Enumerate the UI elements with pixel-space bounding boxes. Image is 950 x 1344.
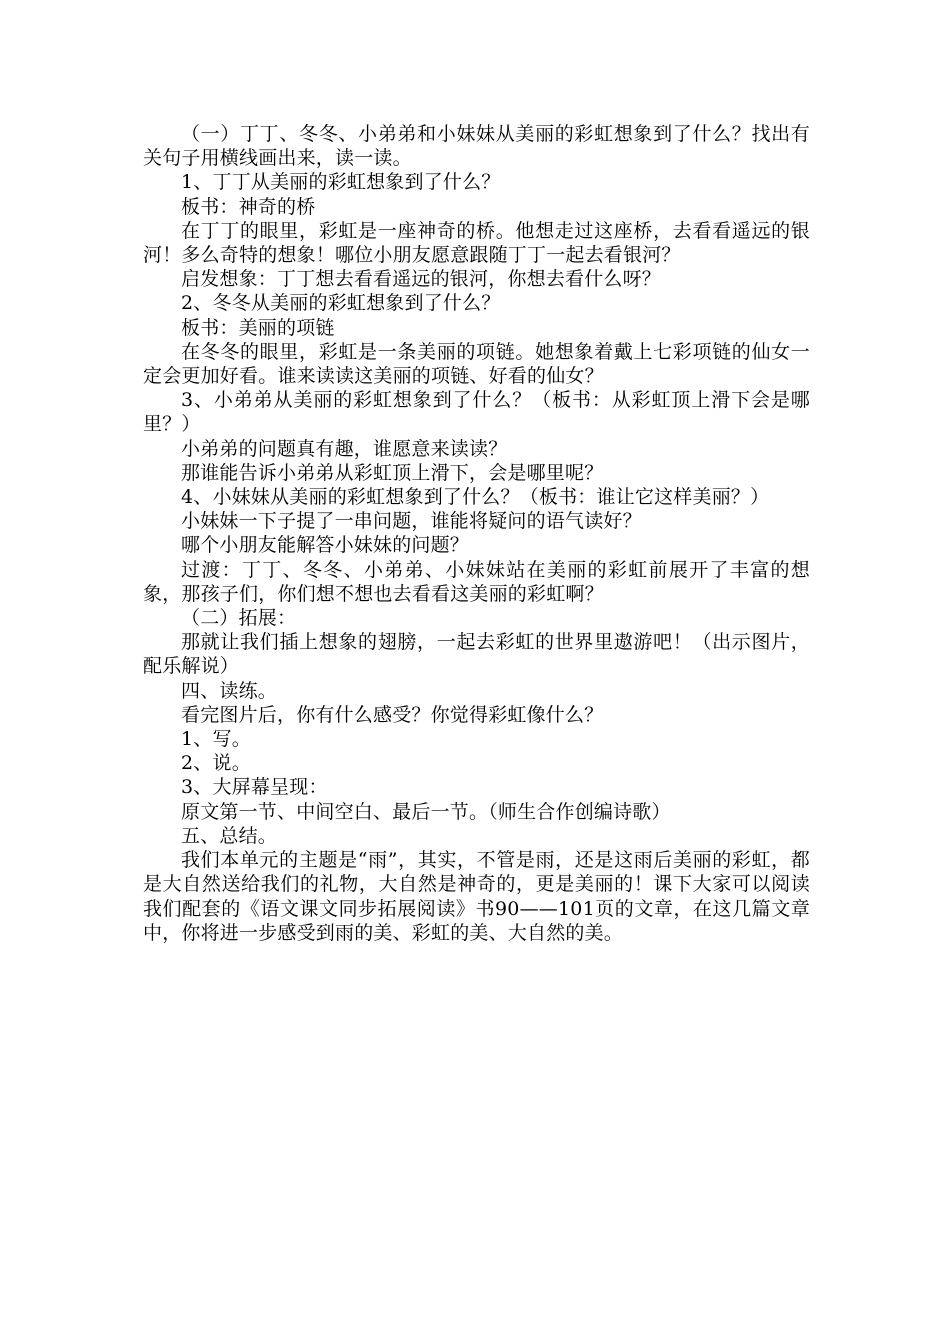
paragraph: 2、冬冬从美丽的彩虹想象到了什么？	[181, 292, 501, 315]
paragraph: 我们本单元的主题是“雨”，其实，不管是雨，还是这雨后美丽的彩虹，都是大自然送给我们的礼物，大自然是神奇的，更是美丽的！课下大家可以阅读我们配套的《语文课文同步拓展阅读》书90——101页的文章，在这几篇文章中，你将进一步感受到雨的美、彩虹的美、大自然的美。	[143, 849, 810, 944]
paragraph: 原文第一节、中间空白、最后一节。（师生合作创编诗歌）	[181, 800, 671, 823]
paragraph: 在丁丁的眼里，彩虹是一座神奇的桥。他想走过这座桥，去看看遥远的银河！多么奇特的想象！哪位小朋友愿意跟随丁丁一起去看银河？	[143, 219, 810, 267]
paragraph: 哪个小朋友能解答小妹妹的问题？	[181, 534, 470, 557]
paragraph: （一）丁丁、冬冬、小弟弟和小妹妹从美丽的彩虹想象到了什么？找出有关句子用横线画出来，读一读。	[143, 123, 810, 170]
paragraph: 那谁能告诉小弟弟从彩虹顶上滑下，会是哪里呢？	[181, 461, 604, 484]
paragraph: （二）拓展：	[181, 607, 297, 630]
paragraph: 那就让我们插上想象的翅膀，一起去彩虹的世界里遨游吧！（出示图片，配乐解说）	[143, 631, 810, 678]
paragraph: 板书：神奇的桥	[181, 195, 316, 218]
paragraph: 四、读练。	[181, 679, 278, 702]
paragraph: 五、总结。	[181, 824, 278, 847]
paragraph: 在冬冬的眼里，彩虹是一条美丽的项链。她想象着戴上七彩项链的仙女一定会更加好看。谁来读读这美丽的项链、好看的仙女？	[143, 340, 810, 388]
paragraph: 3、小弟弟从美丽的彩虹想象到了什么？（板书：从彩虹顶上滑下会是哪里？）	[143, 389, 810, 436]
paragraph: 板书：美丽的项链	[181, 316, 335, 339]
document-body	[143, 122, 810, 945]
paragraph: 1、丁丁从美丽的彩虹想象到了什么？	[181, 171, 501, 194]
paragraph: 1、写。	[181, 728, 251, 751]
paragraph: 4、小妹妹从美丽的彩虹想象到了什么？（板书：谁让它这样美丽？）	[181, 486, 770, 509]
paragraph: 小妹妹一下子提了一串问题，谁能将疑问的语气读好？	[181, 510, 642, 533]
paragraph: 3、大屏幕呈现：	[181, 776, 328, 799]
paragraph: 启发想象：丁丁想去看看遥远的银河，你想去看什么呀？	[181, 268, 662, 291]
paragraph: 过渡：丁丁、冬冬、小弟弟、小妹妹站在美丽的彩虹前展开了丰富的想象，那孩子们，你们想不想也去看看这美丽的彩虹啊？	[143, 558, 810, 605]
paragraph: 小弟弟的问题真有趣，谁愿意来读读？	[181, 437, 508, 460]
paragraph: 看完图片后，你有什么感受？你觉得彩虹像什么？	[181, 703, 604, 726]
paragraph: 2、说。	[181, 752, 251, 775]
